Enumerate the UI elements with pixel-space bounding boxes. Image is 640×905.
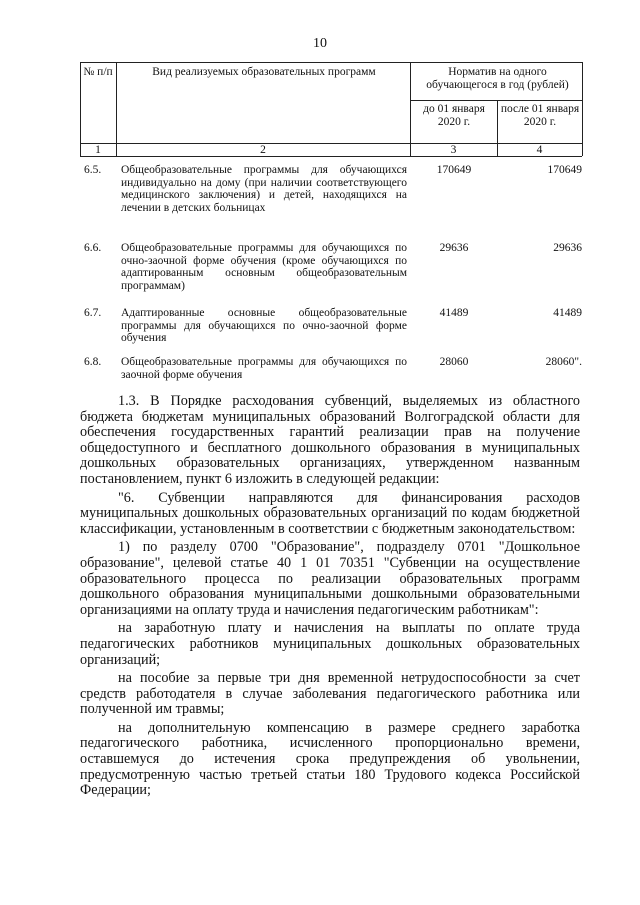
paragraph: "6. Субвенции направляются для финансирования расходов муниципальных дошкольных образовательных организаций по кодам бюджетной классификации, установленным в соответствии с бюджетным законодательством: [80, 489, 580, 537]
header-top-line [80, 62, 582, 63]
row-value-before: 29636 [439, 242, 469, 254]
body-text [80, 394, 580, 802]
paragraph: 1.3. В Порядке расходования субвенций, выделяемых из областного бюджета бюджетам муниципальных образований Волгоградской области для обеспечения государственных гарантий реализации прав на получение общедоступного и бесплатного дошкольного образования в муниципальных дошкольных образовательных организациях, утвержденном названным постановлением, пункт 6 изложить в следующей редакции: [80, 393, 580, 487]
row-program-text: Адаптированные основные общеобразовательные программы для обучающихся по очно-заочной форме обучения [121, 307, 407, 344]
paragraph: 1) по разделу 0700 "Образование", подразделу 0701 "Дошкольное образование", целевой статье 40 1 01 70351 "Субвенции на осуществление образовательного процесса по реализации образовательных программ дошкольного образования муниципальными дошкольными образовательными организациями на оплату труда и начисления педагогическим работникам": [80, 539, 580, 618]
column-number-1: 1 [95, 144, 101, 156]
row-value-before: 41489 [439, 307, 469, 319]
page-number: 10 [313, 36, 327, 51]
header-num: № п/п [83, 66, 113, 78]
row-number: 6.7. [84, 307, 102, 319]
column-number-3: 3 [450, 144, 457, 156]
col-border-1 [116, 62, 117, 156]
header-subdivider-line [410, 100, 582, 101]
row-number: 6.8. [84, 356, 102, 368]
header-before: до 01 января 2020 г. [423, 103, 485, 128]
row-program-text: Общеобразовательные программы для обучающихся по очно-заочной форме обучения (кроме обучающихся по адаптированным основным общеобразовательным программам) [121, 242, 407, 292]
row-value-after: 29636 [553, 242, 582, 254]
paragraph: на заработную плату и начисления на выплаты по оплате труда педагогических работников муниципальных дошкольных образовательных организаций; [80, 620, 580, 668]
col-border-right [582, 62, 583, 156]
col-border-2 [410, 62, 411, 156]
column-number-4: 4 [536, 144, 543, 156]
row-number: 6.5. [84, 164, 102, 176]
header-norm: Норматив на одного обучающегося в год (рублей) [426, 66, 569, 91]
row-program-text: Общеобразовательные программы для обучающихся по заочной форме обучения [121, 356, 407, 381]
row-value-before: 170649 [436, 164, 472, 176]
row-value-before: 28060 [439, 356, 469, 368]
header-program: Вид реализуемых образовательных программ [152, 66, 376, 78]
row-value-after: 41489 [553, 307, 582, 319]
row-number: 6.6. [84, 242, 102, 254]
row-value-after: 28060". [545, 356, 582, 368]
column-number-2: 2 [260, 144, 266, 156]
paragraph: на пособие за первые три дня временной нетрудоспособности за счет средств работодателя в случае заболевания педагогического работника или полученной им травмы; [80, 670, 580, 718]
header-after: после 01 января 2020 г. [500, 103, 580, 128]
paragraph: на дополнительную компенсацию в размере среднего заработка педагогического работника, исчисленного пропорционально времени, оставшемуся до истечения срока предупреждения об увольнении, предусмотренную частью третьей статьи 180 Трудового кодекса Российской Федерации; [80, 719, 580, 799]
row-program-text: Общеобразовательные программы для обучающихся индивидуально на дому (при наличии соответствующего медицинского заключения) и детей, находящихся на лечении в детских больницах [121, 164, 407, 214]
row-value-after: 170649 [547, 164, 582, 176]
